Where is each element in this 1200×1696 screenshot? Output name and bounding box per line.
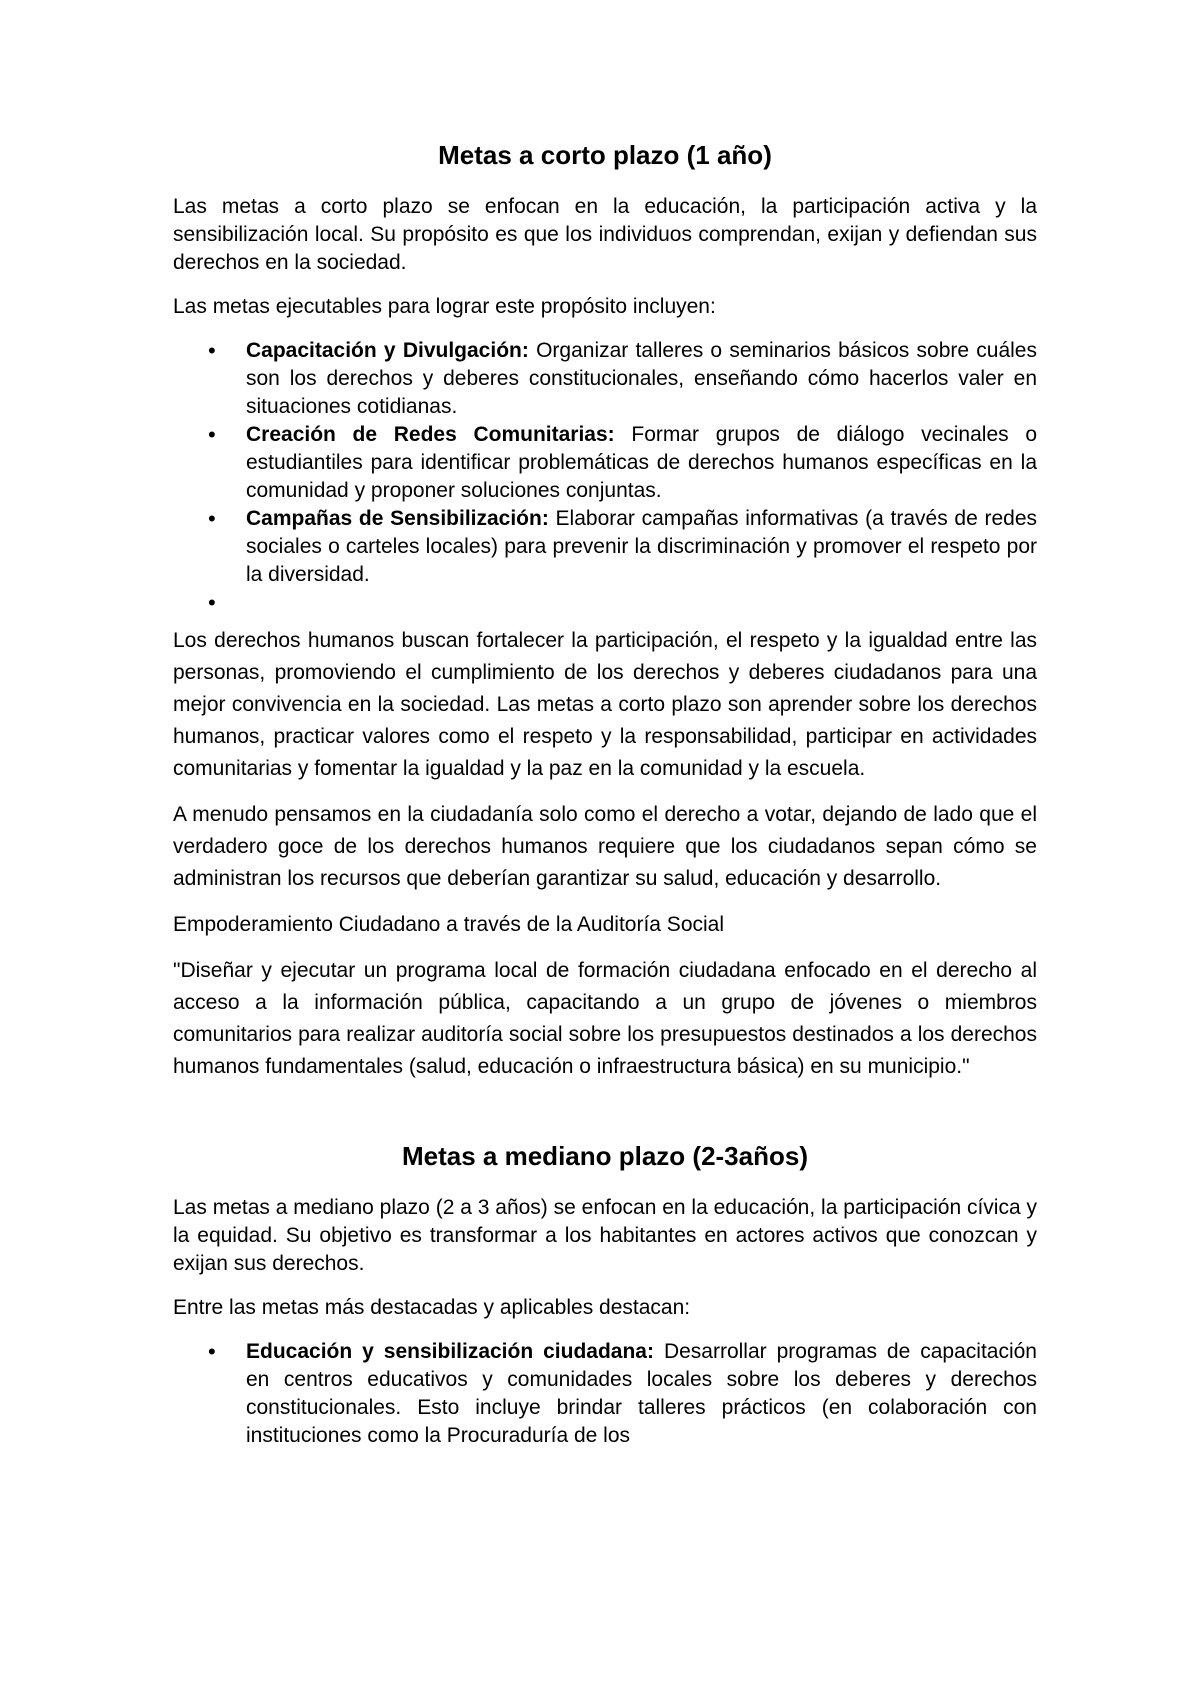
mid-term-intro: Las metas a mediano plazo (2 a 3 años) se enfocan en la educación, la participación cívica y la equidad. Su objetivo es transformar a los habitantes en actores activos que conozcan y exijan sus derechos. <box>173 1196 1037 1276</box>
list-item-text: Formar grupos de diálogo vecinales o estudiantiles para identificar problemáticas de derechos humanos específicas en la comunidad y proponer soluciones conjuntas. <box>246 423 1038 503</box>
section-title-short-term: Metas a corto plazo (1 año) <box>438 140 772 170</box>
list-item <box>173 505 1037 589</box>
list-item <box>173 337 1037 421</box>
bullet-icon: • <box>208 1339 216 1365</box>
paragraph-subtitle: Empoderamiento Ciudadano a través de la Auditoría Social <box>173 913 725 937</box>
list-item-text: Elaborar campañas informativas (a través de redes sociales o carteles locales) para prevenir la discriminación y promover el respeto por la diversidad. <box>246 507 1038 587</box>
short-term-intro: Las metas a corto plazo se enfocan en la educación, la participación activa y la sensibilización local. Su propósito es que los individuos comprendan, exijan y defiendan sus derechos en la sociedad. <box>173 195 1037 275</box>
list-item-text: Desarrollar programas de capacitación en centros educativos y comunidades locales sobre los deberes y derechos constitucionales. Esto incluye brindar talleres prácticos (en colaboración con instituciones como la Procuraduría de los <box>246 1340 1037 1448</box>
bullet-icon: • <box>208 338 216 364</box>
list-item-empty <box>173 589 1037 617</box>
list-item <box>173 1338 1037 1450</box>
paragraph: A menudo pensamos en la ciudadanía solo como el derecho a votar, dejando de lado que el verdadero goce de los derechos humanos requiere que los ciudadanos sepan cómo se administran los recursos que deberían garantizar su salud, educación y desarrollo. <box>173 803 1037 891</box>
list-item-label: Campañas de Sensibilización: <box>246 507 549 531</box>
bullet-icon: • <box>208 422 216 448</box>
mid-term-lead: Entre las metas más destacadas y aplicables destacan: <box>173 1296 691 1320</box>
short-term-goals-list <box>173 337 1037 617</box>
document-body <box>173 140 1037 1458</box>
short-term-lead: Las metas ejecutables para lograr este propósito incluyen: <box>173 295 716 319</box>
mid-term-goals-list <box>173 1338 1037 1450</box>
section-title-mid-term: Metas a mediano plazo (2-3años) <box>402 1141 808 1172</box>
list-item-label: Educación y sensibilización ciudadana: <box>246 1340 654 1364</box>
list-item-text: Organizar talleres o seminarios básicos sobre cuáles son los derechos y deberes constitucionales, enseñando cómo hacerlos valer en situaciones cotidianas. <box>246 339 1037 419</box>
paragraph: Los derechos humanos buscan fortalecer la participación, el respeto y la igualdad entre las personas, promoviendo el cumplimiento de los derechos y deberes ciudadanos para una mejor convivencia en la sociedad. Las metas a corto plazo son aprender sobre los derechos humanos, practicar valores como el respeto y la responsabilidad, participar en actividades comunitarias y fomentar la igualdad y la paz en la comunidad y la escuela. <box>173 629 1037 781</box>
paragraph-quote: "Diseñar y ejecutar un programa local de formación ciudadana enfocado en el derecho al acceso a la información pública, capacitando a un grupo de jóvenes o miembros comunitarios para realizar auditoría social sobre los presupuestos destinados a los derechos humanos fundamentales (salud, educación o infraestructura básica) en su municipio." <box>173 959 1037 1079</box>
bullet-icon: • <box>208 590 216 616</box>
bullet-icon: • <box>208 506 216 532</box>
list-item-label: Capacitación y Divulgación: <box>246 339 529 363</box>
list-item <box>173 421 1037 505</box>
list-item-label: Creación de Redes Comunitarias: <box>246 423 615 447</box>
